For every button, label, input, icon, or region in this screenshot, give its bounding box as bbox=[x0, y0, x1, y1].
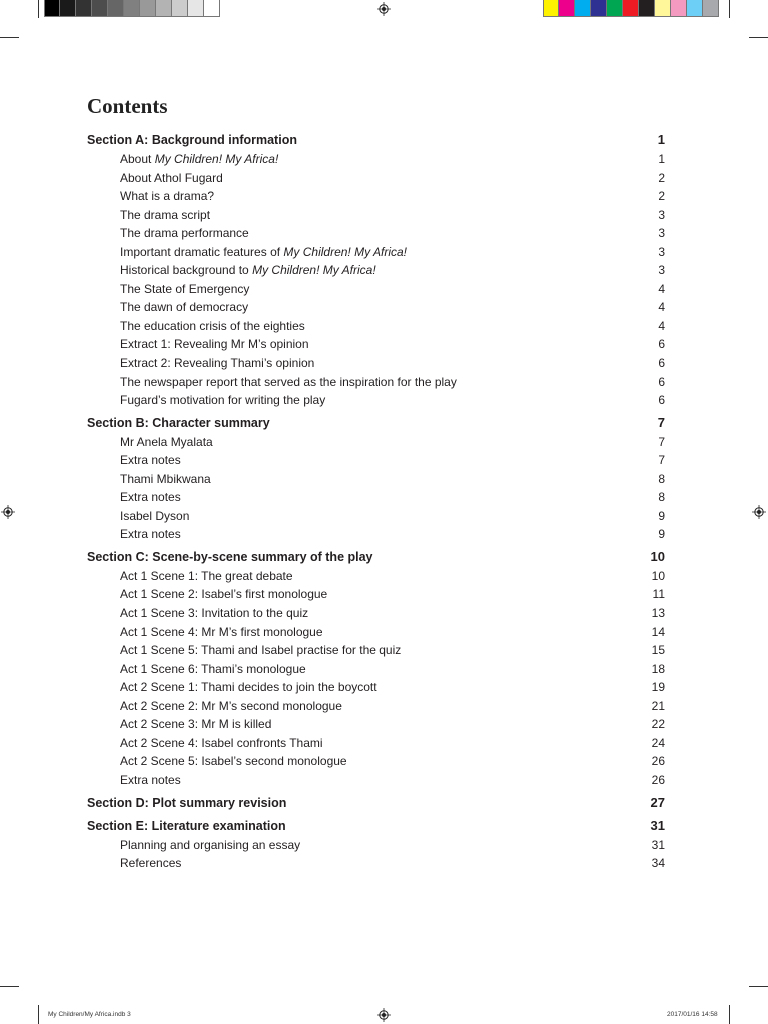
toc-entry-text: Act 1 Scene 5: Thami and Isabel practise for the quiz bbox=[120, 643, 402, 658]
toc-entry-row bbox=[87, 854, 665, 873]
crop-mark bbox=[0, 37, 19, 38]
color-swatch bbox=[108, 0, 124, 17]
toc-entry-row bbox=[87, 335, 665, 354]
toc-entry-row bbox=[87, 470, 665, 489]
toc-entry-text: Act 1 Scene 6: Thami’s monologue bbox=[120, 661, 306, 676]
toc-entry-text: Act 1 Scene 2: Isabel’s first monologue bbox=[120, 587, 328, 602]
toc-page-number: 1 bbox=[657, 132, 665, 147]
crop-mark bbox=[729, 0, 730, 18]
toc-entry-italic-title: My Children! My Africa! bbox=[252, 263, 376, 278]
toc-page-number: 27 bbox=[650, 794, 665, 810]
toc-page-number: 11 bbox=[652, 587, 665, 602]
toc-entry-row bbox=[87, 187, 665, 206]
crop-mark bbox=[749, 37, 768, 38]
toc-entry-text: Act 2 Scene 4: Isabel confronts Thami bbox=[120, 735, 323, 750]
toc-entry-text: The drama script bbox=[120, 207, 211, 222]
toc-entry-title bbox=[120, 641, 401, 660]
toc-entry-title bbox=[120, 715, 271, 734]
color-swatch bbox=[204, 0, 220, 17]
crop-mark bbox=[0, 986, 19, 987]
color-swatch bbox=[607, 0, 623, 17]
toc-page-number: 26 bbox=[651, 754, 665, 769]
toc-entry-title bbox=[120, 678, 377, 697]
color-swatch bbox=[76, 0, 92, 17]
toc-entry-row bbox=[87, 734, 665, 753]
toc-entry-text: The drama performance bbox=[120, 226, 249, 241]
toc-entry-title bbox=[120, 854, 181, 873]
toc-entry-row bbox=[87, 488, 665, 507]
toc-entry-text: Act 2 Scene 1: Thami decides to join the boycott bbox=[120, 680, 377, 695]
toc-entry-text: Extra notes bbox=[120, 490, 181, 505]
toc-page-number: 2 bbox=[658, 170, 665, 185]
toc-entry-title bbox=[120, 660, 306, 679]
toc-page-number: 18 bbox=[651, 661, 665, 676]
toc-page-number: 4 bbox=[658, 318, 665, 333]
toc-page-number: 2 bbox=[658, 189, 665, 204]
toc-page-number: 4 bbox=[658, 281, 665, 296]
toc-page-number: 6 bbox=[658, 356, 665, 371]
color-calibration-bar bbox=[543, 0, 719, 17]
toc-entry-text: Important dramatic features of bbox=[120, 244, 284, 259]
toc-entry-text: Act 2 Scene 5: Isabel’s second monologue bbox=[120, 754, 347, 769]
toc-entry-title bbox=[120, 391, 325, 410]
toc-entry-row bbox=[87, 169, 665, 188]
toc-entry-text: About Athol Fugard bbox=[120, 170, 223, 185]
toc-entry-title bbox=[120, 734, 323, 753]
registration-mark-icon bbox=[377, 1008, 391, 1022]
toc-entry-row bbox=[87, 697, 665, 716]
toc-entry-text: Extra notes bbox=[120, 527, 181, 542]
color-swatch bbox=[687, 0, 703, 17]
toc-page-number: 31 bbox=[651, 837, 665, 852]
toc-section-row bbox=[87, 412, 665, 433]
toc-entry-text: Act 1 Scene 4: Mr M’s first monologue bbox=[120, 624, 323, 639]
color-swatch bbox=[44, 0, 60, 17]
toc-entry-title bbox=[120, 623, 323, 642]
toc-entry-title bbox=[120, 585, 327, 604]
toc-entry-title bbox=[120, 280, 249, 299]
toc-page-number: 7 bbox=[658, 434, 665, 449]
toc-entry-row bbox=[87, 280, 665, 299]
toc-entry-title bbox=[120, 187, 214, 206]
toc-entry-row bbox=[87, 604, 665, 623]
toc-entry-title bbox=[120, 206, 210, 225]
toc-entry-row bbox=[87, 298, 665, 317]
toc-page-number: 31 bbox=[650, 817, 665, 833]
toc-page-number: 3 bbox=[658, 207, 665, 222]
toc-entry-text: References bbox=[120, 856, 182, 871]
toc-entry-title bbox=[120, 373, 457, 392]
toc-entry-row bbox=[87, 567, 665, 586]
toc-entry-title bbox=[120, 261, 376, 280]
toc-section-row bbox=[87, 546, 665, 567]
color-swatch bbox=[543, 0, 559, 17]
toc-entry-row bbox=[87, 433, 665, 452]
toc-entry-text: Extract 2: Revealing Thami’s opinion bbox=[120, 356, 315, 371]
toc-entry-title bbox=[120, 150, 278, 169]
toc-entry-text: Historical background to bbox=[120, 263, 253, 278]
toc-page-number: 3 bbox=[658, 244, 665, 259]
toc-entry-row bbox=[87, 243, 665, 262]
toc-page-number: 6 bbox=[658, 337, 665, 352]
toc-entry-text: The education crisis of the eighties bbox=[120, 318, 305, 333]
toc-entry-text: Act 1 Scene 3: Invitation to the quiz bbox=[120, 606, 309, 621]
toc-section-title: Section D: Plot summary revision bbox=[87, 795, 287, 810]
toc-entry-title bbox=[120, 451, 181, 470]
toc-page-number: 15 bbox=[651, 643, 665, 658]
crop-mark bbox=[38, 1005, 39, 1024]
toc-entry-row bbox=[87, 752, 665, 771]
toc-entry-text: The State of Emergency bbox=[120, 281, 250, 296]
crop-mark bbox=[749, 986, 768, 987]
toc-entry-text: Fugard’s motivation for writing the play bbox=[120, 393, 326, 408]
toc-entry-row bbox=[87, 525, 665, 544]
footer-file-info: My Children/My Africa.indb 3 bbox=[48, 1011, 131, 1018]
toc-section-title: Section C: Scene-by-scene summary of the play bbox=[87, 549, 373, 564]
crop-mark bbox=[38, 0, 39, 18]
toc-entry-title bbox=[120, 507, 189, 526]
color-swatch bbox=[92, 0, 108, 17]
toc-page-number: 3 bbox=[658, 263, 665, 278]
toc-entry-text: About bbox=[120, 152, 155, 166]
toc-entry-row bbox=[87, 623, 665, 642]
color-swatch bbox=[172, 0, 188, 17]
toc-entry-italic-title: My Children! My Africa! bbox=[154, 152, 279, 166]
toc-page-number: 3 bbox=[658, 226, 665, 241]
color-swatch bbox=[623, 0, 639, 17]
toc-entry-title bbox=[120, 525, 181, 544]
toc-page-number: 7 bbox=[658, 453, 665, 468]
toc-entry-row bbox=[87, 715, 665, 734]
toc-page-number: 8 bbox=[658, 471, 665, 486]
color-swatch bbox=[559, 0, 575, 17]
toc-entry-text: The dawn of democracy bbox=[120, 300, 249, 315]
toc-entry-row bbox=[87, 317, 665, 336]
color-swatch bbox=[703, 0, 719, 17]
toc-entry-row bbox=[87, 391, 665, 410]
color-swatch bbox=[575, 0, 591, 17]
color-swatch bbox=[671, 0, 687, 17]
toc-entry-row bbox=[87, 585, 665, 604]
toc-entry-text: Extract 1: Revealing Mr M’s opinion bbox=[120, 337, 309, 352]
toc-entry-title bbox=[120, 752, 347, 771]
toc-page-number: 22 bbox=[651, 717, 665, 732]
toc-page-number: 34 bbox=[651, 856, 665, 871]
toc-entry-title bbox=[120, 354, 314, 373]
toc-entry-row bbox=[87, 836, 665, 855]
toc-entry-title bbox=[120, 604, 308, 623]
toc-entry-row bbox=[87, 771, 665, 790]
toc-entry-title bbox=[120, 224, 249, 243]
toc-page-number: 8 bbox=[658, 490, 665, 505]
toc-entry-row bbox=[87, 206, 665, 225]
toc-entry-title bbox=[120, 433, 213, 452]
toc-entry-text: Act 2 Scene 3: Mr M is killed bbox=[120, 717, 272, 732]
toc-entry-row bbox=[87, 373, 665, 392]
toc-section-title: Section A: Background information bbox=[87, 133, 297, 147]
toc-entry-text: Mr Anela Myalata bbox=[120, 434, 213, 449]
color-swatch bbox=[655, 0, 671, 17]
toc-entry-italic-title: My Children! My Africa! bbox=[283, 244, 407, 259]
toc-entry-title bbox=[120, 771, 181, 790]
toc-page-number: 19 bbox=[651, 680, 665, 695]
toc-entry-title bbox=[120, 243, 407, 262]
toc-entry-text: Act 2 Scene 2: Mr M’s second monologue bbox=[120, 698, 342, 713]
toc-entry-text: Extra notes bbox=[120, 453, 181, 468]
toc-entry-text: Extra notes bbox=[120, 772, 181, 787]
toc-entry-row bbox=[87, 660, 665, 679]
toc-page-number: 21 bbox=[651, 698, 665, 713]
toc-section-title: Section E: Literature examination bbox=[87, 818, 286, 833]
toc-entry-title bbox=[120, 169, 223, 188]
color-swatch bbox=[140, 0, 156, 17]
color-swatch bbox=[124, 0, 140, 17]
toc-entry-title bbox=[120, 335, 309, 354]
toc-entry-title bbox=[120, 567, 293, 586]
registration-mark-icon bbox=[1, 505, 15, 519]
toc-section-row bbox=[87, 129, 665, 150]
table-of-contents bbox=[87, 129, 665, 873]
toc-entry-title bbox=[120, 470, 211, 489]
page-title: Contents bbox=[87, 94, 168, 118]
toc-page-number: 1 bbox=[658, 152, 665, 166]
color-swatch bbox=[156, 0, 172, 17]
toc-page-number: 9 bbox=[658, 508, 665, 523]
toc-entry-text: The newspaper report that served as the inspiration for the play bbox=[120, 374, 457, 389]
toc-page-number: 7 bbox=[657, 414, 665, 430]
crop-mark bbox=[729, 1005, 730, 1024]
toc-page-number: 26 bbox=[651, 772, 665, 787]
toc-section-title: Section B: Character summary bbox=[87, 415, 270, 430]
toc-page-number: 4 bbox=[658, 300, 665, 315]
toc-entry-title bbox=[120, 317, 305, 336]
toc-page-number: 6 bbox=[658, 393, 665, 408]
toc-entry-title bbox=[120, 836, 300, 855]
toc-entry-title bbox=[120, 488, 181, 507]
color-swatch bbox=[188, 0, 204, 17]
color-swatch bbox=[639, 0, 655, 17]
toc-entry-row bbox=[87, 507, 665, 526]
toc-entry-row bbox=[87, 224, 665, 243]
toc-page-number: 10 bbox=[651, 568, 665, 583]
toc-section-row bbox=[87, 792, 665, 813]
toc-page-number: 13 bbox=[651, 606, 665, 621]
color-swatch bbox=[60, 0, 76, 17]
toc-entry-row bbox=[87, 354, 665, 373]
toc-entry-row bbox=[87, 641, 665, 660]
toc-entry-text: What is a drama? bbox=[120, 189, 215, 204]
toc-entry-row bbox=[87, 678, 665, 697]
toc-entry-text: Isabel Dyson bbox=[120, 508, 190, 523]
color-swatch bbox=[591, 0, 607, 17]
toc-entry-row bbox=[87, 150, 665, 169]
toc-entry-title bbox=[120, 298, 248, 317]
toc-entry-text: Thami Mbikwana bbox=[120, 471, 211, 486]
toc-page-number: 10 bbox=[650, 548, 665, 564]
grayscale-calibration-bar bbox=[44, 0, 220, 17]
registration-mark-icon bbox=[377, 2, 391, 16]
toc-entry-row bbox=[87, 261, 665, 280]
toc-section-row bbox=[87, 815, 665, 836]
toc-entry-text: Act 1 Scene 1: The great debate bbox=[120, 568, 293, 583]
footer-timestamp: 2017/01/16 14:58 bbox=[667, 1011, 718, 1018]
toc-page-number: 24 bbox=[651, 735, 665, 750]
toc-page-number: 14 bbox=[651, 624, 665, 639]
toc-entry-row bbox=[87, 451, 665, 470]
toc-entry-text: Planning and organising an essay bbox=[120, 837, 301, 852]
registration-mark-icon bbox=[752, 505, 766, 519]
toc-entry-title bbox=[120, 697, 342, 716]
toc-page-number: 9 bbox=[658, 527, 665, 542]
toc-page-number: 6 bbox=[658, 374, 665, 389]
